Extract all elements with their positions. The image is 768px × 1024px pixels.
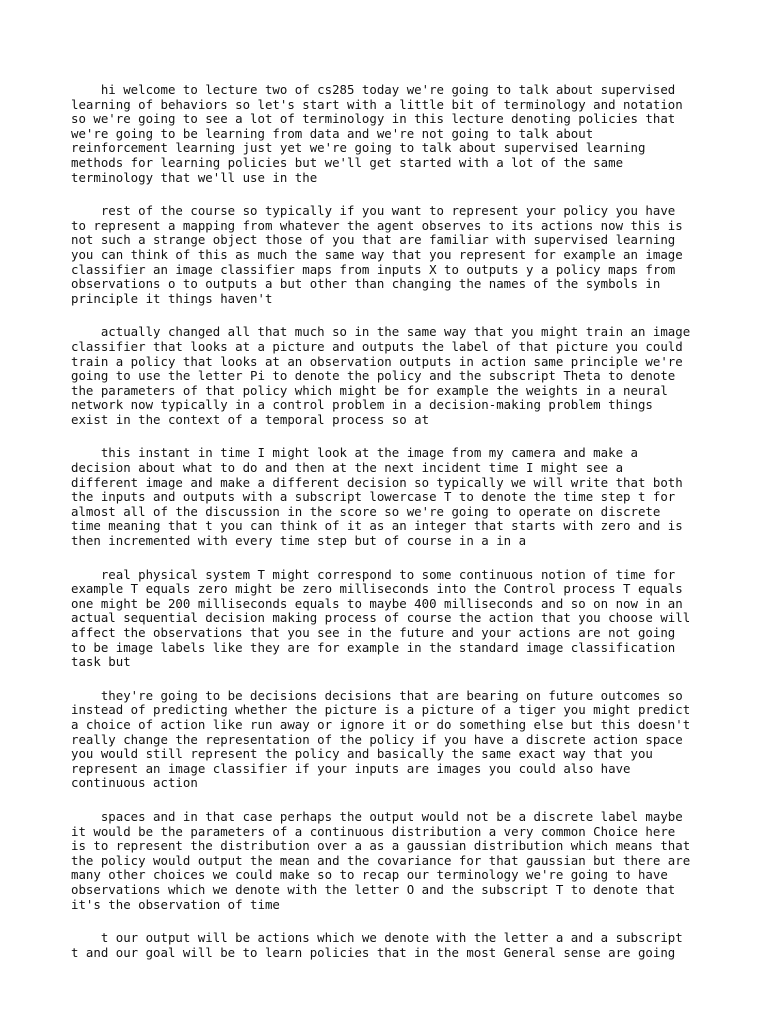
paragraph-3: actually changed all that much so in the same way that you might train an image classifier that looks at a picture and outputs the label of that picture you could train a policy that looks at an observation outputs in action same principle we're going to use the letter Pi to denote the policy and the subscript Theta to denote the parameters of that policy which might be for example the weights in a neural network now typically in a control problem in a decision-making problem things exist in the context of a temporal process so at bbox=[71, 324, 691, 427]
paragraph-6: they're going to be decisions decisions that are bearing on future outcomes so instead of predicting whether the picture is a picture of a tiger you might predict a choice of action like run away or ignore it or do something else but this doesn't really change the representation of the policy if you have a discrete action space you would still represent the policy and basically the same exact way that you represent an image classifier if your inputs are images you could also have continuous action bbox=[71, 687, 691, 791]
document-page bbox=[71, 83, 711, 979]
paragraph-4: this instant in time I might look at the image from my camera and make a decision about what to do and then at the next incident time I might see a different image and make a different decision so typically we will write that both the inputs and outputs with a subscript lowercase T to denote the time step t for almost all of the discussion in the score so we're going to operate on discrete time meaning that t you can think of it as an integer that starts with zero and is then incremented with every time step but of course in a in a bbox=[71, 445, 683, 549]
paragraph-8: t our output will be actions which we denote with the letter a and a subscript t and our goal will be to learn policies that in the most General sense are going bbox=[71, 930, 683, 960]
paragraph-2: rest of the course so typically if you want to represent your policy you have to represent a mapping from whatever the agent observes to its actions now this is not such a strange object those of you that are familiar with supervised learning you can think of this as much the same way that you represent for example an image classifier an image classifier maps from inputs X to outputs y a policy maps from observations o to outputs a but other than changing the names of the symbols in principle it things haven't bbox=[71, 203, 683, 306]
paragraph-5: real physical system T might correspond to some continuous notion of time for example T equals zero might be zero milliseconds into the Control process T equals one might be 200 milliseconds equals to maybe 400 milliseconds and so on now in an actual sequential decision making process of course the action that you choose will affect the observations that you see in the future and your actions are not going to be image labels like they are for example in the standard image classification task but bbox=[71, 566, 691, 670]
paragraph-1: hi welcome to lecture two of cs285 today we're going to talk about supervised learning of behaviors so let's start with a little bit of terminology and notation so we're going to see a lot of terminology in this lecture denoting policies that we're going to be learning from data and we're not going to talk about reinforcement learning just yet we're going to talk about supervised learning methods for learning policies but we'll get started with a lot of the same terminology that we'll use in the bbox=[71, 82, 683, 185]
paragraph-7: spaces and in that case perhaps the output would not be a discrete label maybe it would be the parameters of a continuous distribution a very common Choice here is to represent the distribution over a as a gaussian distribution which means that the policy would output the mean and the covariance for that gaussian but there are many other choices we could make so to recap our terminology we're going to have observations which we denote with the letter O and the subscript T to denote that it's the observation of time bbox=[71, 808, 691, 912]
